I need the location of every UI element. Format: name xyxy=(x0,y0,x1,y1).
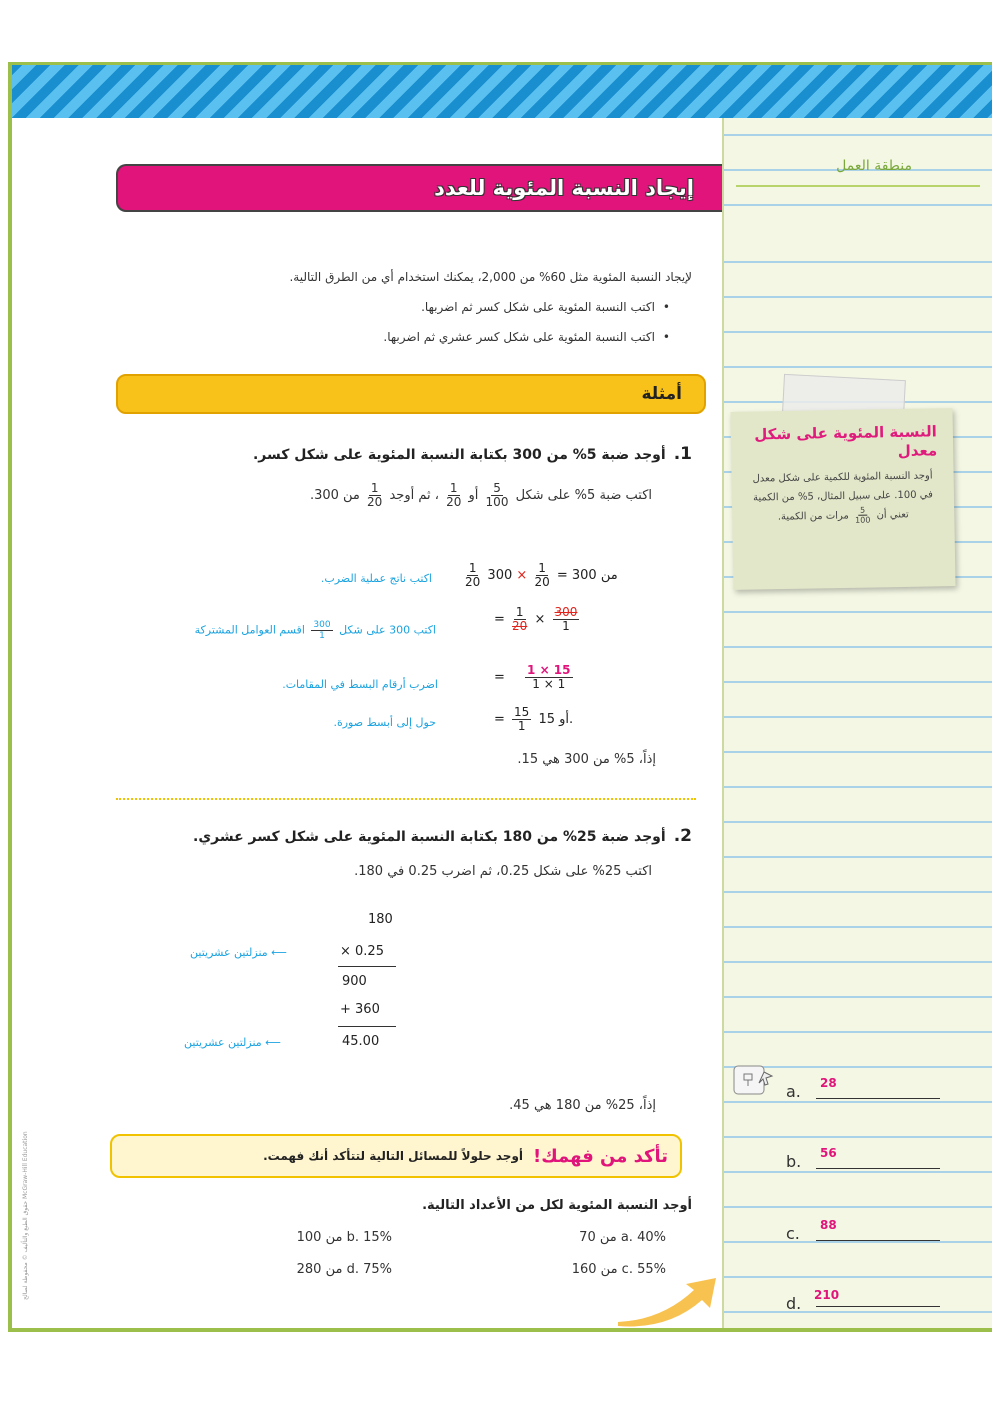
workspace-column xyxy=(722,118,992,1330)
intro-block xyxy=(132,262,692,352)
side-credit: حقوق الطبع والتأليف © محفوظة لصالح McGraw-Hill Education xyxy=(22,1131,29,1300)
intro-bullet: • اكتب النسبة المئوية على شكل كسر ثم اضربها. xyxy=(132,292,670,322)
workspace-title: منطقة العمل xyxy=(836,158,912,174)
answer-label-b: b. xyxy=(786,1152,802,1171)
example2-conclusion: إذاً، 25% من 180 هي 45. xyxy=(509,1098,656,1113)
fraction-5-100: $\frac{5}{100}$ xyxy=(485,481,509,509)
step3-note: اضرب أرقام البسط في المقامات. xyxy=(282,678,438,691)
example1-explain: اكتب ضبة 5% على شكل $\frac{5}{100}$ أو $\frac{1}{20}$ ، ثم أوجد $\frac{1}{20}$ من 300. xyxy=(309,481,652,509)
note-body: أوجد النسبة المئوية للكمية على شكل معدل في 100. على سبيل المثال، 5% من الكمية تعني أن $\frac{5}{100}$ مرات من الكمية. xyxy=(752,470,933,525)
calc-row-1: 180 xyxy=(368,912,393,927)
step4-math: = $\frac{15}{1}$ أو 15. xyxy=(494,705,574,733)
calc-row-3: 900 xyxy=(342,974,367,989)
fraction-1-20: $\frac{1}{20}$ xyxy=(446,481,462,509)
check-item-b: b. 15% من 100 xyxy=(296,1230,392,1245)
step1-note: اكتب ناتج عملية الضرب. xyxy=(320,572,432,585)
answer-value-c[interactable]: 88 xyxy=(820,1218,837,1232)
sticky-note xyxy=(730,408,955,590)
note-title: النسبة المئوية على شكل معدل xyxy=(754,422,938,461)
intro-text: لإيجاد النسبة المئوية مثل 60% من 2,000، يمكنك استخدام أي من الطرق التالية. xyxy=(289,270,692,284)
calc-row-2: × 0.25 xyxy=(340,944,384,959)
answer-line-a xyxy=(816,1098,940,1099)
example2-question: 2.أوجد ضبة 25% من 180 بكتابة النسبة المئوية على شكل كسر عشري. xyxy=(193,826,692,846)
workspace-underline xyxy=(736,185,980,187)
examples-banner xyxy=(116,374,706,414)
note-fraction: $\frac{5}{100}$ xyxy=(855,505,871,525)
step3-math: = $\frac{1 \times 15}{1 \times 1}$ xyxy=(494,663,571,691)
answer-line-b xyxy=(816,1168,940,1169)
pointer-icon xyxy=(732,1062,776,1098)
answer-label-d: d. xyxy=(786,1294,802,1313)
header-stripe xyxy=(8,62,992,118)
step2-math: = $\frac{1}{20}$ × $\frac{300}{1}$ xyxy=(494,605,578,633)
step4-note: حول إلى أبسط صورة. xyxy=(333,716,436,729)
lesson-title-banner xyxy=(116,164,722,212)
answer-label-a: a. xyxy=(786,1082,801,1101)
answer-label-c: c. xyxy=(786,1224,800,1243)
calc-row-4: + 360 xyxy=(340,1002,380,1017)
answer-line-c xyxy=(816,1240,940,1241)
check-item-d: d. 75% من 280 xyxy=(296,1262,392,1277)
fraction-1-20: $\frac{1}{20}$ xyxy=(367,481,383,509)
decimal-note-1: منزلتين عشريتين ⟵ xyxy=(190,946,287,959)
examples-heading: أمثلة xyxy=(641,384,682,404)
check-banner xyxy=(110,1134,682,1178)
check-item-c: c. 55% من 160 xyxy=(571,1262,666,1277)
divider xyxy=(116,798,696,800)
lesson-title: إيجاد النسبة المئوية للعدد xyxy=(434,176,694,200)
arrow-icon xyxy=(612,1268,722,1328)
step2-note: اكتب 300 على شكل $\frac{300}{1}$ اقسم العوامل المشتركة xyxy=(194,620,436,641)
calc-line xyxy=(338,966,396,967)
check-subtitle: أوجد حلولاً للمسائل التالية لتتأكد أنك فهمت. xyxy=(263,1149,524,1163)
left-border xyxy=(8,62,12,1332)
answer-value-a[interactable]: 28 xyxy=(820,1076,837,1090)
intro-list xyxy=(132,292,692,352)
check-item-a: a. 40% من 70 xyxy=(579,1230,666,1245)
decimal-note-2: منزلتين عشريتين ⟵ xyxy=(184,1036,281,1049)
calc-row-5: 45.00 xyxy=(342,1034,380,1049)
intro-bullet: • اكتب النسبة المئوية على شكل كسر عشري ثم اضربها. xyxy=(132,322,670,352)
example2-explain: اكتب 25% على شكل 0.25، ثم اضرب 0.25 في 180. xyxy=(354,864,652,879)
example1-conclusion: إذاً، 5% من 300 هي 15. xyxy=(517,752,656,767)
bottom-border xyxy=(8,1328,992,1331)
answer-value-b[interactable]: 56 xyxy=(820,1146,837,1160)
answer-value-d[interactable]: 210 xyxy=(814,1288,840,1302)
answer-line-d xyxy=(816,1306,940,1307)
calc-line xyxy=(338,1026,396,1027)
step1-math: $\frac{1}{20}$ من 300 = $\frac{1}{20}$ × 300 xyxy=(465,561,618,589)
check-title: تأكد من فهمك! xyxy=(533,1145,668,1167)
example1-question: 1.أوجد ضبة 5% من 300 بكتابة النسبة المئوية على شكل كسر. xyxy=(252,444,692,464)
check-instruction: أوجد النسبة المئوية لكل من الأعداد التالية. xyxy=(422,1198,692,1213)
